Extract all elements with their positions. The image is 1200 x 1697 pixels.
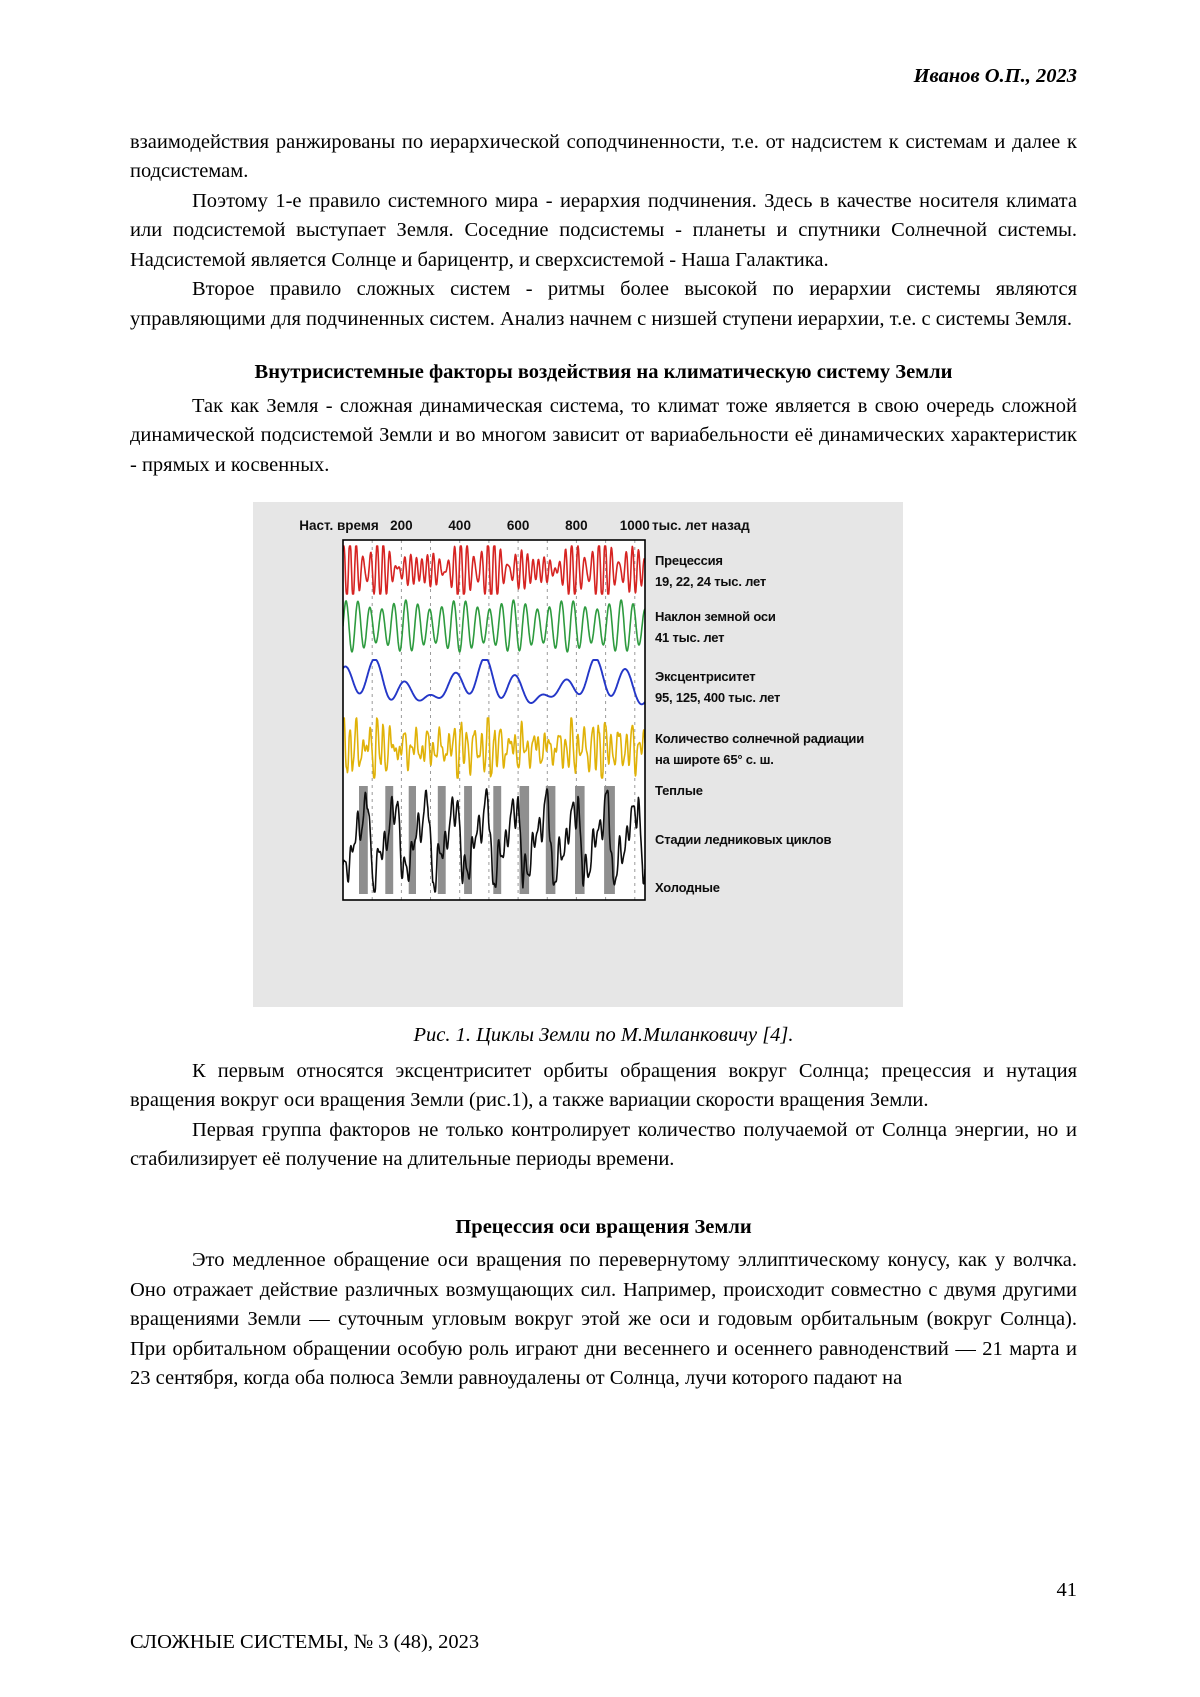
x-axis-present-label: Наст. время xyxy=(299,518,379,533)
series-label-precession: Прецессия xyxy=(655,553,723,568)
paragraph-earth-system: Так как Земля - сложная динамическая система, то климат тоже является в свою очередь сложной динамической подсистемой Земли и во многом зависит от вариабельности её динамических характеристик - прямых и косвенных. xyxy=(130,394,1077,476)
series-label-eccentricity-period: 95, 125, 400 тыс. лет xyxy=(655,690,781,705)
running-head-author: Иванов О.П., 2023 xyxy=(913,65,1077,87)
x-axis-tick-label: 600 xyxy=(506,518,530,533)
x-axis-tick-label: 400 xyxy=(448,518,471,533)
paragraph-hierarchy-intro: взаимодействия ранжированы по иерархической соподчиненности, т.е. от надсистем к системам и далее к подсистемам. xyxy=(130,130,1077,182)
series-label-obliquity: Наклон земной оси xyxy=(655,609,776,624)
figure-1 xyxy=(130,502,1077,1051)
series-label-obliquity-period: 41 тыс. лет xyxy=(655,630,725,645)
series-label-eccentricity: Эксцентриситет xyxy=(655,669,756,684)
x-axis-tick-label: 1000 xyxy=(619,518,650,533)
heading-precession: Прецессия оси вращения Земли xyxy=(455,1215,752,1238)
x-axis-tick-label: 800 xyxy=(565,518,588,533)
paragraph-second-rule: Второе правило сложных систем - ритмы более высокой по иерархии системы являются управляющими для подчиненных систем. Анализ начнем с низшей ступени иерархии, т.е. с системы Земля. xyxy=(130,278,1077,330)
label-cold: Холодные xyxy=(655,880,720,895)
series-label-insolation: Количество солнечной радиации xyxy=(655,731,865,746)
x-axis-labels xyxy=(299,518,750,533)
milankovitch-figure-canvas xyxy=(253,502,903,1007)
journal-footer: СЛОЖНЫЕ СИСТЕМЫ, № 3 (48), 2023 xyxy=(130,1630,480,1653)
label-glacial-stages: Стадии ледниковых циклов xyxy=(655,832,832,847)
paragraph-first-rule: Поэтому 1-е правило системного мира - иерархия подчинения. Здесь в качестве носителя климата или подсистемой выступает Земля. Соседние подсистемы - планеты и спутники Солнечной системы. Надсистемой является Солнце и барицентр, и сверхсистемой - Наша Галактика. xyxy=(130,189,1077,271)
series-label-insolation-period: на широте 65° с. ш. xyxy=(655,752,774,767)
series-labels xyxy=(655,553,864,895)
page-number: 41 xyxy=(1056,1578,1077,1601)
series-label-precession-period: 19, 22, 24 тыс. лет xyxy=(655,574,767,589)
figure-1-caption: Рис. 1. Циклы Земли по М.Миланковичу [4]. xyxy=(413,1024,794,1046)
milankovitch-cycles-chart xyxy=(253,502,903,1007)
label-warm: Теплые xyxy=(655,783,703,798)
paragraph-eccentricity-factors: К первым относятся эксцентриситет орбиты обращения вокруг Солнца; прецессия и нутация вращения вокруг оси вращения Земли (рис.1), а также вариации скорости вращения Земли. xyxy=(130,1059,1077,1111)
heading-internal-factors: Внутрисистемные факторы воздействия на климатическую систему Земли xyxy=(254,361,953,383)
paragraph-precession-description: Это медленное обращение оси вращения по перевернутому эллиптическому конусу, как у волчка. Оно отражает действие различных возмущающих сил. Например, происходит совместно с двумя другими вращениями Земли — суточным угловым вокруг этой же оси и годовым орбитальным (вокруг Солнца). При орбитальном обращении особую роль играют дни весеннего и осеннего равноденствий — 21 марта и 23 сентября, когда оба полюса Земли равноудалены от Солнца, лучи которого падают на xyxy=(130,1249,1077,1389)
paragraph-energy-stabilization: Первая группа факторов не только контролирует количество получаемой от Солнца энергии, но и стабилизирует её получение на длительные периоды времени. xyxy=(130,1118,1077,1170)
x-axis-unit-label: тыс. лет назад xyxy=(652,518,750,533)
x-axis-tick-label: 200 xyxy=(390,518,413,533)
